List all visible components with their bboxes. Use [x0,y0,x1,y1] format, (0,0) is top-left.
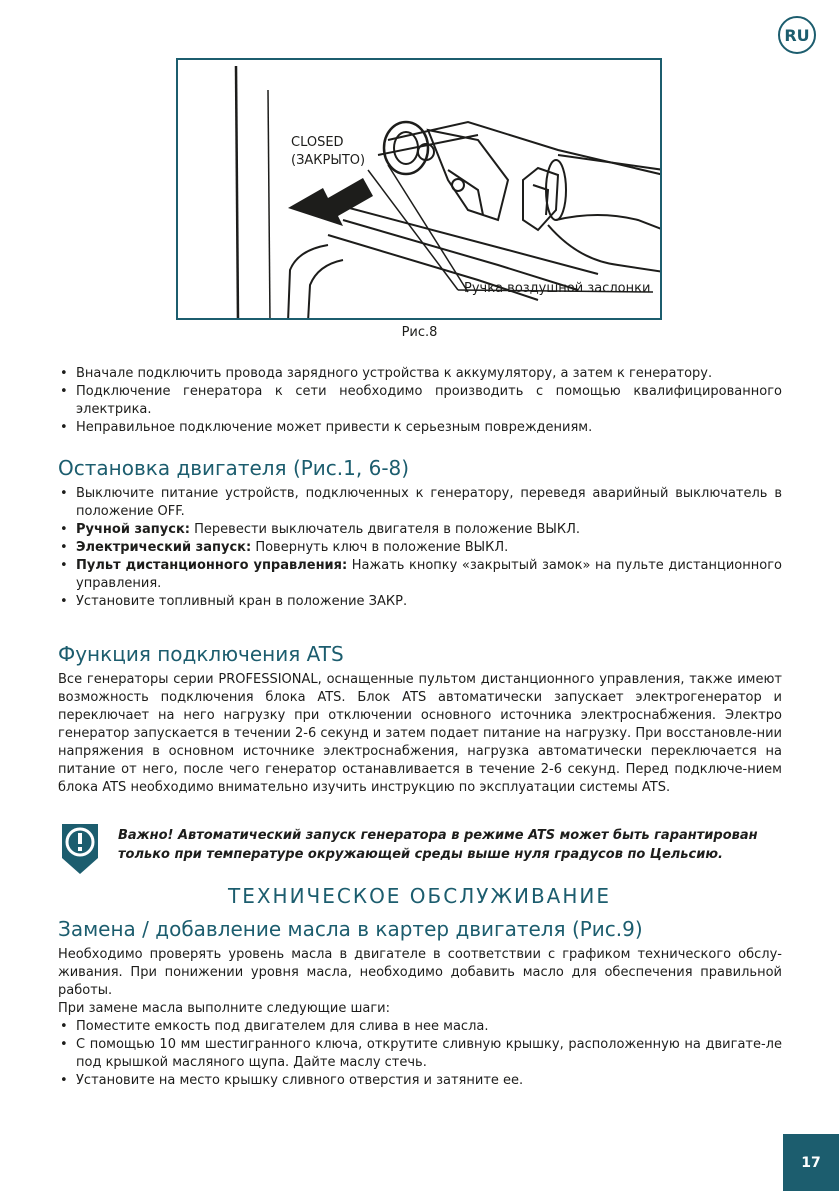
paragraph: Все генераторы серии PROFESSIONAL, оснащенные пультом дистанционного управления, также имеют возможность подключения блока ATS. Блок ATS автоматически запускает электрогенератор и переключает на него нагрузку при отключении основного источника электроснабжения. Электро генератор запускается в течении 2-6 секунд и затем подает питание на нагрузку. При восстановле-нии напряжения в основном источнике электроснабжения, нагрузка автоматически переключается на питание от него, после чего генератор останавливается в течение 2-6 секунд. Перед подключе-нием блока ATS необходимо внимательно изучить инструкцию по эксплуатации системы ATS. [58,672,782,795]
page-number: 17 [783,1134,839,1191]
bold-term: Ручной запуск: [76,522,190,537]
list-item: • Подключение генератора к сети необходимо производить с помощью квалифицированного электрика. [58,383,782,419]
section-heading: Функция подключения ATS [58,642,344,666]
intro-bullets [58,365,782,437]
list-item [58,539,782,557]
paragraph: При замене масла выполните следующие шаги: [58,1001,391,1016]
item-text: Нажать кнопку «закрытый замок» на пульте дистанционного управления. [76,558,782,591]
list-item [58,521,782,539]
important-note [58,820,782,876]
figure-choke-handle [176,58,662,320]
paragraph: Необходимо проверять уровень масла в двигателе в соответствии с графиком технического обслу-живания. При понижении уровня масла, необходимо добавить масло для обеспечения правильной работы. [58,947,782,998]
list-item: • Вначале подключить провода зарядного устройства к аккумулятору, а затем к генератору. [58,365,782,383]
item-text: Повернуть ключ в положение ВЫКЛ. [251,540,509,555]
list-item: • Выключите питание устройств, подключенных к генератору, переведя аварийный выключатель в положение OFF. [58,485,782,521]
ats-section [58,641,782,797]
item-text: Перевести выключатель двигателя в положение ВЫКЛ. [190,522,581,537]
list-item [58,557,782,593]
list-item: • Установите топливный кран в положение ЗАКР. [58,593,782,611]
section-heading: Остановка двигателя (Рис.1, 6-8) [58,456,410,480]
bold-term: Электрический запуск: [76,540,252,555]
list-item: • С помощью 10 мм шестигранного ключа, открутите сливную крышку, расположенную на двигате-ле под крышкой масляного щупа. Дайте маслу стечь. [58,1036,782,1072]
language-badge: RU [778,16,816,54]
bold-term: Пульт дистанционного управления: [76,558,348,573]
figure-caption: Рис.8 [401,325,438,340]
label-choke-handle: Ручка воздушной заслонки [464,281,651,296]
label-closed-en: CLOSED [291,135,344,150]
list-item: • Поместите емкость под двигателем для слива в нее масла. [58,1018,782,1036]
maintenance-title: ТЕХНИЧЕСКОЕ ОБСЛУЖИВАНИЕ [228,884,611,908]
section-heading: Замена / добавление масла в картер двигателя (Рис.9) [58,917,643,941]
exclamation-icon [58,820,102,876]
label-closed-ru: (ЗАКРЫТО) [291,153,366,168]
list-item: • Установите на место крышку сливного отверстия и затяните ее. [58,1072,782,1090]
stop-engine-section [58,455,782,611]
oil-change-section [58,916,782,1090]
list-item: • Неправильное подключение может привести к серьезным повреждениям. [58,419,782,437]
note-text: Важно! Автоматический запуск генератора в режиме ATS может быть гарантирован только при температуре окружающей среды выше нуля градусов по Цельсию. [118,828,758,862]
